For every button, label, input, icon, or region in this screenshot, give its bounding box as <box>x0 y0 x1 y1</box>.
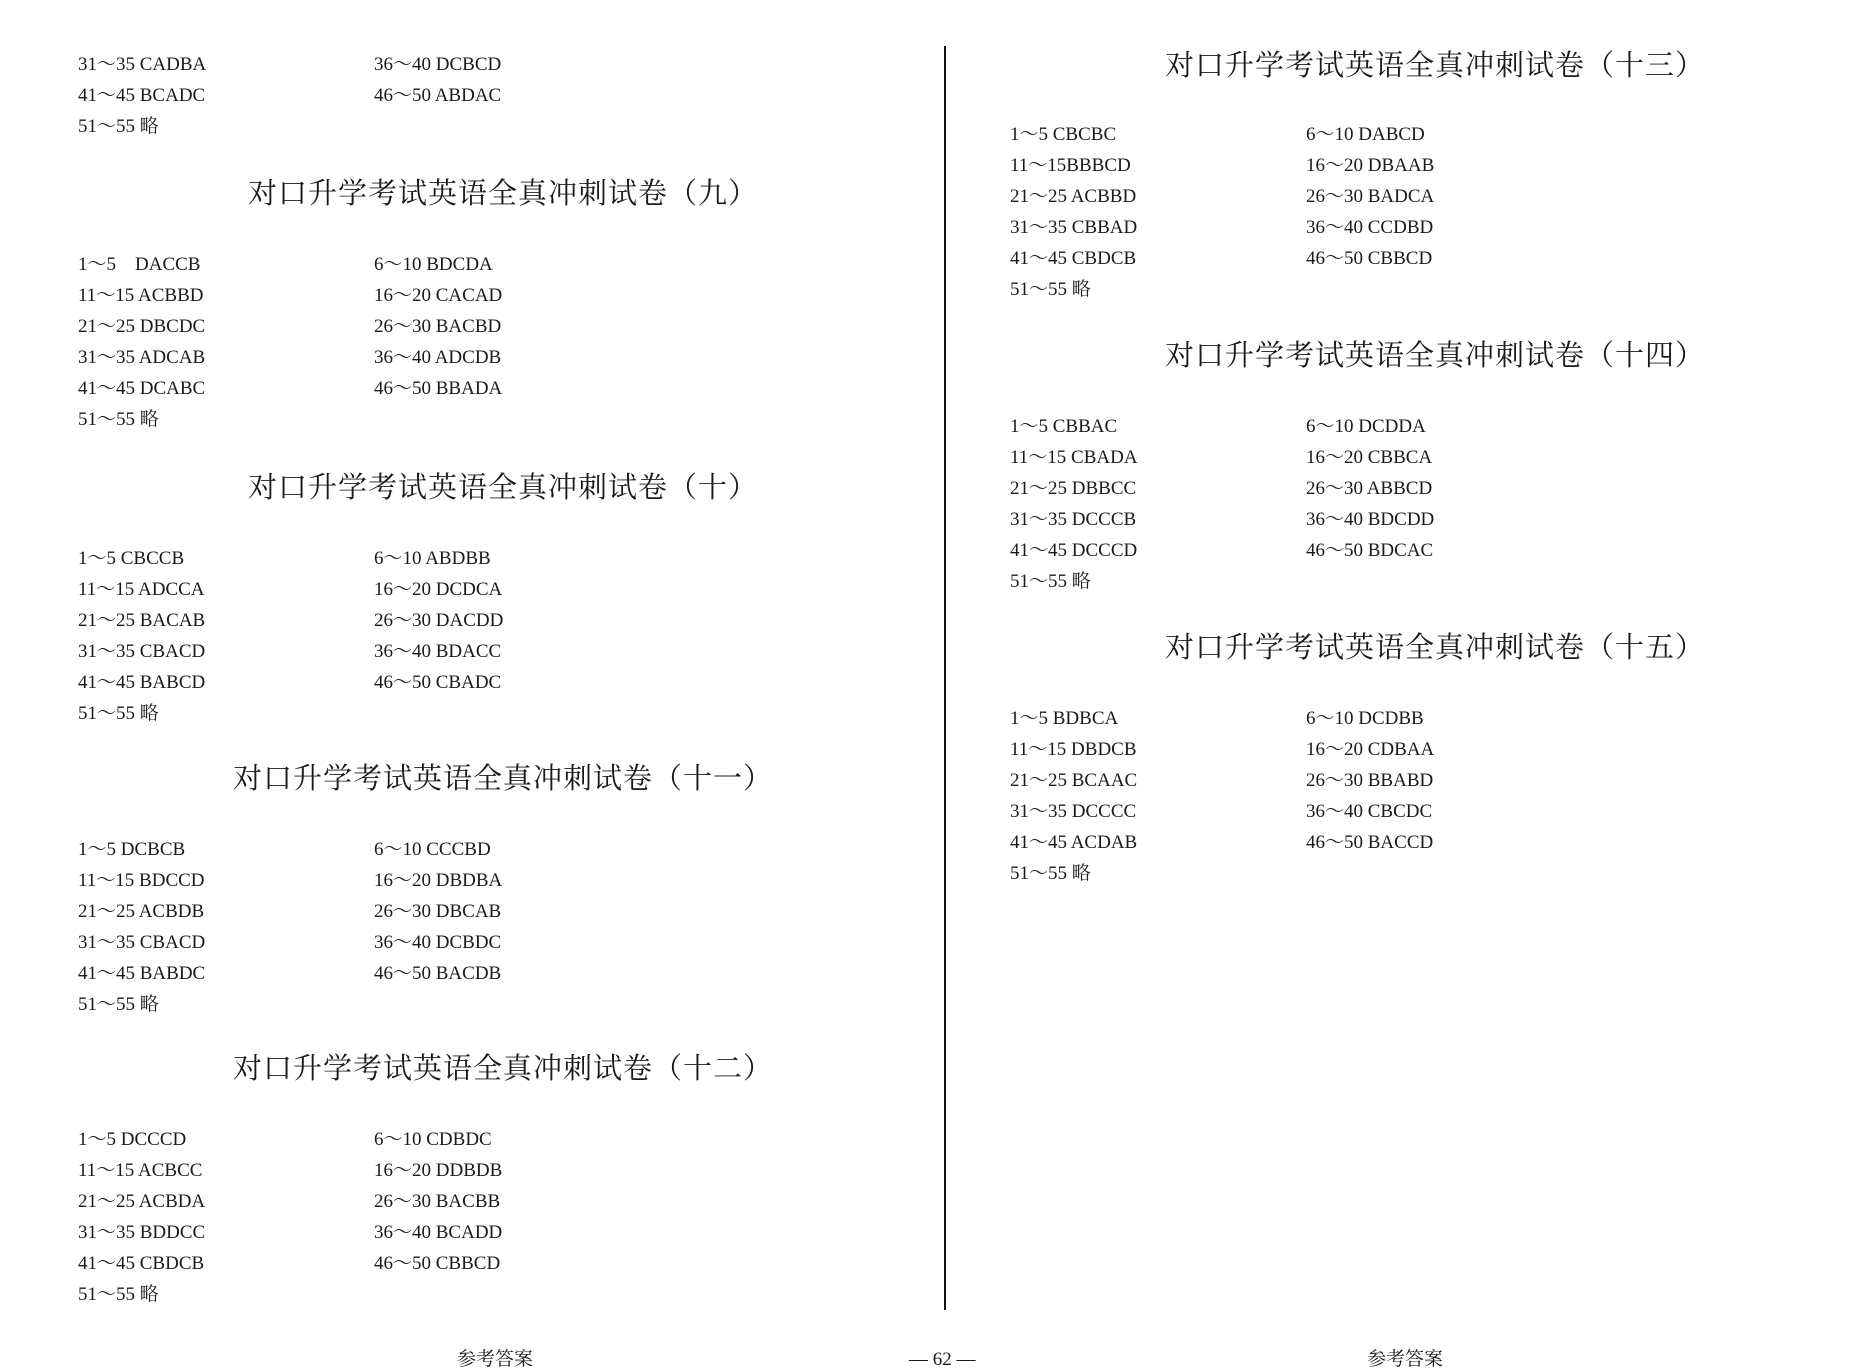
answer-range: 11～15 DBDCB <box>1010 739 1137 760</box>
answer-range: 36～40 CCDBD <box>1306 217 1434 238</box>
answer-range: 46～50 BBADA <box>374 378 503 399</box>
answer-range: 1～5 DCCCD <box>78 1129 187 1150</box>
answer-range: 26～30 ABBCD <box>1306 478 1433 499</box>
answer-row <box>1010 539 1860 563</box>
answer-range: 16～20 DBAAB <box>1306 155 1435 176</box>
answer-range: 41～45 DCCCD <box>1010 540 1138 561</box>
answer-range: 26～30 BBABD <box>1306 770 1434 791</box>
answer-row <box>1010 123 1860 147</box>
answer-range: 46～50 ABDAC <box>374 85 502 106</box>
answer-range: 41～45 BCADC <box>78 85 206 106</box>
answer-range: 51～55 略 <box>78 994 159 1015</box>
answer-range: 41～45 CBDCB <box>1010 248 1137 269</box>
answer-range: 26～30 DBCAB <box>374 901 502 922</box>
answer-row <box>78 838 928 862</box>
answer-range: 16～20 DCDCA <box>374 579 503 600</box>
answer-range: 1～5 CBCBC <box>1010 124 1117 145</box>
answer-row <box>78 377 928 401</box>
answer-range: 21～25 DBBCC <box>1010 478 1137 499</box>
footer-label-left: 参考答案 <box>457 1349 534 1370</box>
answer-row <box>78 1283 928 1307</box>
section-title: 对口升学考试英语全真冲刺试卷（十二） <box>232 1051 773 1085</box>
answer-range: 46～50 BDCAC <box>1306 540 1434 561</box>
answer-range: 21～25 BACAB <box>78 610 206 631</box>
answer-row <box>1010 216 1860 240</box>
answer-row <box>1010 446 1860 470</box>
answer-range: 46～50 CBBCD <box>374 1253 501 1274</box>
answer-row <box>78 609 928 633</box>
answer-row <box>78 115 928 139</box>
answer-row <box>78 578 928 602</box>
answer-range: 36～40 BCADD <box>374 1222 503 1243</box>
answer-range: 46～50 BACDB <box>374 963 502 984</box>
answer-row <box>78 346 928 370</box>
answer-range: 6～10 DCDBB <box>1306 708 1424 729</box>
answer-row <box>78 1252 928 1276</box>
answer-range: 6～10 ABDBB <box>374 548 491 569</box>
answer-range: 6～10 CDBDC <box>374 1129 492 1150</box>
answer-range: 11～15BBBCD <box>1010 155 1131 176</box>
answer-range: 26～30 BACBD <box>374 316 502 337</box>
answer-row <box>78 993 928 1017</box>
answer-row <box>1010 831 1860 855</box>
answer-range: 31～35 DCCCB <box>1010 509 1137 530</box>
answer-range: 11～15 CBADA <box>1010 447 1138 468</box>
answer-range: 31～35 BDDCC <box>78 1222 206 1243</box>
answer-row <box>1010 477 1860 501</box>
answer-range: 41～45 BABCD <box>78 672 206 693</box>
answer-range: 36～40 CBCDC <box>1306 801 1433 822</box>
answer-row <box>78 547 928 571</box>
answer-range: 46～50 CBADC <box>374 672 502 693</box>
answer-row <box>1010 154 1860 178</box>
answer-row <box>78 315 928 339</box>
answer-row <box>1010 738 1860 762</box>
answer-range: 36～40 BDACC <box>374 641 502 662</box>
answer-range: 31～35 DCCCC <box>1010 801 1137 822</box>
answer-row <box>1010 769 1860 793</box>
answer-range: 36～40 DCBCD <box>374 54 502 75</box>
page-number: — 62 — <box>909 1349 976 1370</box>
answer-row <box>78 931 928 955</box>
answer-range: 51～55 略 <box>1010 279 1091 300</box>
answer-range: 21～25 ACBBD <box>1010 186 1137 207</box>
answer-range: 51～55 略 <box>1010 863 1091 884</box>
answer-range: 21～25 ACBDA <box>78 1191 206 1212</box>
answer-range: 41～45 ACDAB <box>1010 832 1138 853</box>
answer-range: 16～20 CDBAA <box>1306 739 1435 760</box>
answer-row <box>1010 415 1860 439</box>
answer-row <box>78 671 928 695</box>
answer-range: 16～20 CBBCA <box>1306 447 1433 468</box>
answer-row <box>78 253 928 277</box>
section-title: 对口升学考试英语全真冲刺试卷（十三） <box>1164 48 1705 82</box>
answer-range: 51～55 略 <box>78 1284 159 1305</box>
answer-range: 51～55 略 <box>78 409 159 430</box>
answer-range: 1～5 CBCCB <box>78 548 185 569</box>
answer-range: 1～5 DACCB <box>78 254 201 275</box>
answer-row <box>78 1159 928 1183</box>
answer-range: 26～30 BACBB <box>374 1191 501 1212</box>
footer-label-right: 参考答案 <box>1367 1349 1444 1370</box>
answer-row <box>1010 247 1860 271</box>
answer-range: 16～20 DDBDB <box>374 1160 503 1181</box>
answer-range: 41～45 BABDC <box>78 963 206 984</box>
section-title: 对口升学考试英语全真冲刺试卷（九） <box>247 176 758 210</box>
answer-row <box>78 284 928 308</box>
answer-row <box>78 702 928 726</box>
answer-range: 21～25 ACBDB <box>78 901 205 922</box>
answer-range: 31～35 CBBAD <box>1010 217 1138 238</box>
answer-range: 31～35 ADCAB <box>78 347 206 368</box>
section-title: 对口升学考试英语全真冲刺试卷（十五） <box>1164 630 1705 664</box>
answer-range: 46～50 CBBCD <box>1306 248 1433 269</box>
answer-range: 11～15 ACBBD <box>78 285 204 306</box>
answer-range: 26～30 BADCA <box>1306 186 1435 207</box>
answer-row <box>78 869 928 893</box>
answer-row <box>1010 278 1860 302</box>
answer-range: 16～20 DBDBA <box>374 870 503 891</box>
answer-row <box>1010 862 1860 886</box>
answer-range: 31～35 CADBA <box>78 54 207 75</box>
answer-range: 36～40 BDCDD <box>1306 509 1435 530</box>
answer-row <box>1010 800 1860 824</box>
answer-row <box>1010 570 1860 594</box>
answer-range: 46～50 BACCD <box>1306 832 1434 853</box>
answer-range: 1～5 BDBCA <box>1010 708 1119 729</box>
answer-range: 11～15 ACBCC <box>78 1160 203 1181</box>
answer-range: 51～55 略 <box>78 703 159 724</box>
answer-row <box>1010 185 1860 209</box>
answer-range: 1～5 CBBAC <box>1010 416 1118 437</box>
answer-row <box>78 1221 928 1245</box>
answer-range: 31～35 CBACD <box>78 932 206 953</box>
answer-range: 6～10 DCDDA <box>1306 416 1426 437</box>
answer-row <box>78 53 928 77</box>
answer-row <box>78 1190 928 1214</box>
answer-range: 41～45 DCABC <box>78 378 206 399</box>
answer-row <box>78 962 928 986</box>
answer-range: 51～55 略 <box>1010 571 1091 592</box>
answer-row <box>78 1128 928 1152</box>
answer-range: 36～40 DCBDC <box>374 932 502 953</box>
answer-range: 6～10 CCCBD <box>374 839 491 860</box>
answer-range: 21～25 DBCDC <box>78 316 206 337</box>
answer-row <box>78 900 928 924</box>
answer-range: 1～5 DCBCB <box>78 839 186 860</box>
section-title: 对口升学考试英语全真冲刺试卷（十一） <box>232 761 773 795</box>
answer-range: 6～10 DABCD <box>1306 124 1425 145</box>
page-divider <box>944 46 946 1310</box>
answer-range: 31～35 CBACD <box>78 641 206 662</box>
answer-range: 6～10 BDCDA <box>374 254 493 275</box>
answer-range: 16～20 CACAD <box>374 285 503 306</box>
answer-row <box>1010 508 1860 532</box>
answer-range: 11～15 ADCCA <box>78 579 205 600</box>
answer-row <box>1010 707 1860 731</box>
answer-range: 26～30 DACDD <box>374 610 504 631</box>
answer-row <box>78 640 928 664</box>
section-title: 对口升学考试英语全真冲刺试卷（十四） <box>1164 338 1705 372</box>
answer-range: 21～25 BCAAC <box>1010 770 1138 791</box>
answer-range: 51～55 略 <box>78 116 159 137</box>
answer-range: 41～45 CBDCB <box>78 1253 205 1274</box>
answer-range: 11～15 BDCCD <box>78 870 205 891</box>
answer-range: 36～40 ADCDB <box>374 347 502 368</box>
section-title: 对口升学考试英语全真冲刺试卷（十） <box>247 470 758 504</box>
answer-row <box>78 408 928 432</box>
answer-row <box>78 84 928 108</box>
